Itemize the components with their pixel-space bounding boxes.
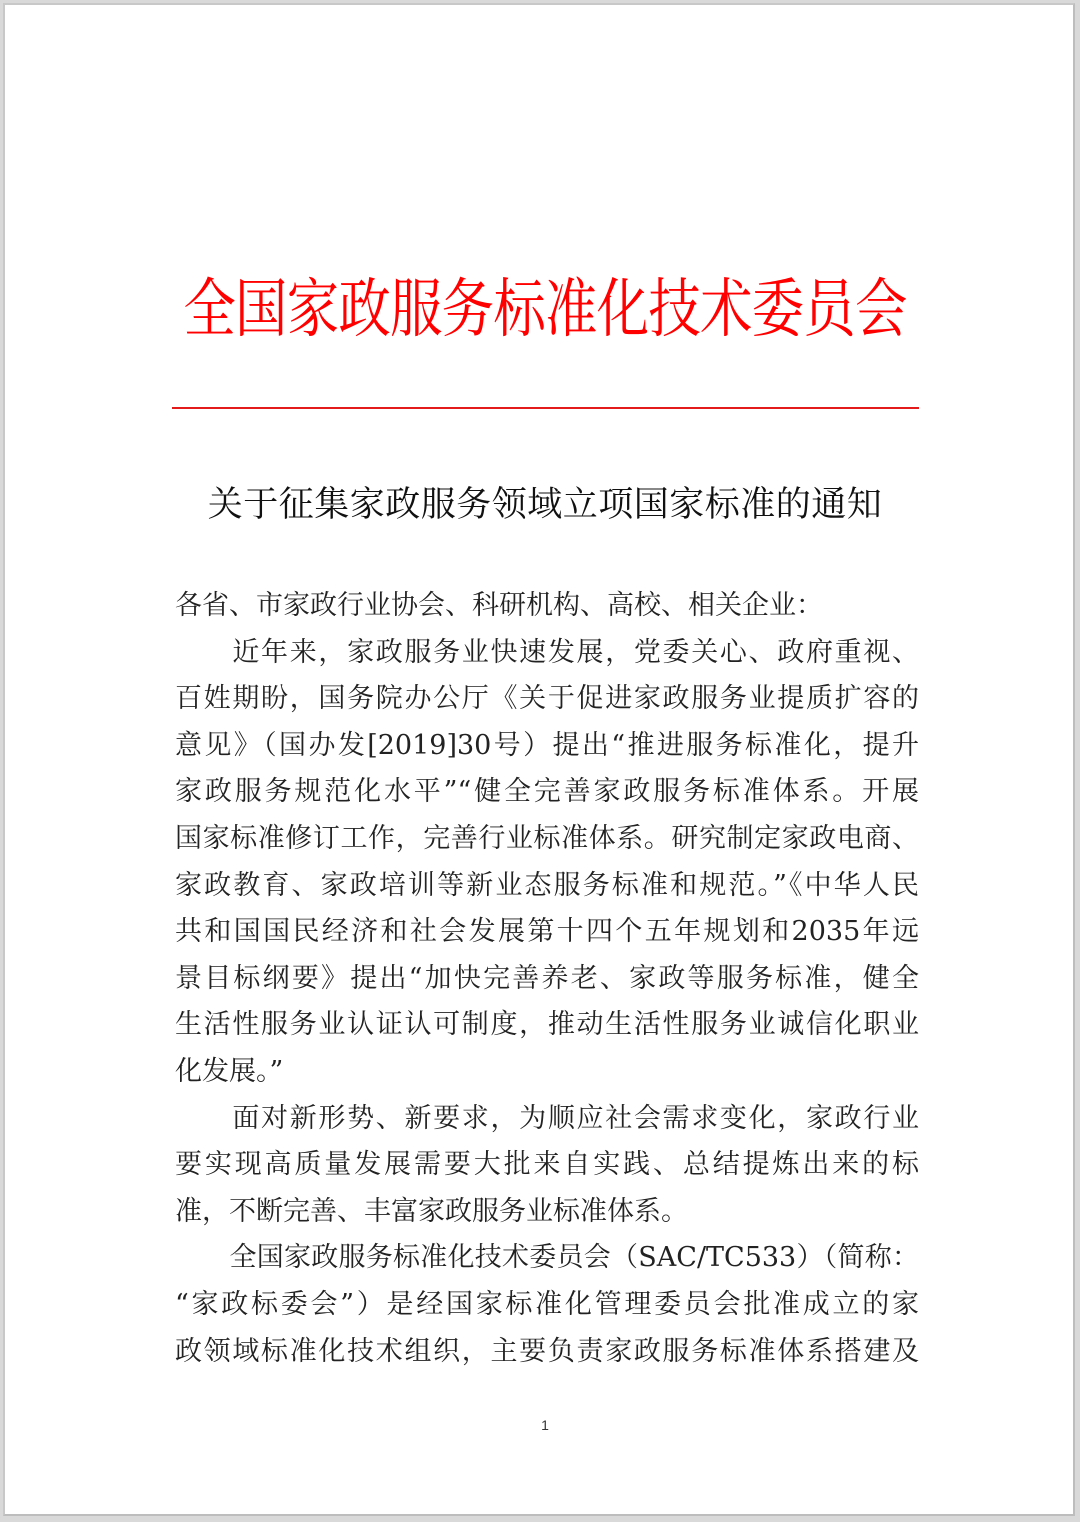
salutation: 各省、市家政行业协会、科研机构、高校、相关企业： xyxy=(175,590,823,621)
body-line: 共和国国民经济和社会发展第十四个五年规划和2035年远 xyxy=(175,916,919,948)
page-number: 1 xyxy=(541,1417,549,1433)
body-line: 近年来，家政服务业快速发展，党委关心、政府重视、 xyxy=(175,636,919,668)
body-line: 意见》（国办发[2019]30号）提出“推进服务标准化，提升 xyxy=(175,729,919,761)
letterhead-organization: 全国家政服务标准化技术委员会 xyxy=(183,273,907,347)
body-line: 家政服务规范化水平”“健全完善家政服务标准体系。开展 xyxy=(175,776,919,808)
document-title: 关于征集家政服务领域立项国家标准的通知 xyxy=(207,485,883,525)
body-line: 面对新形势、新要求，为顺应社会需求变化，家政行业 xyxy=(175,1102,919,1134)
body-line: “家政标委会”）是经国家标准化管理委员会批准成立的家 xyxy=(175,1288,919,1320)
body-line: 国家标准修订工作，完善行业标准体系。研究制定家政电商、 xyxy=(175,822,919,854)
body-line: 全国家政服务标准化技术委员会（SAC/TC533）（简称： xyxy=(175,1242,919,1274)
body-line: 政领域标准化技术组织，主要负责家政服务标准体系搭建及 xyxy=(175,1335,919,1367)
body-line: 化发展。” xyxy=(175,1055,284,1087)
body-line: 景目标纲要》提出“加快完善养老、家政等服务标准，健全 xyxy=(175,962,919,994)
body-line: 准，不断完善、丰富家政服务业标准体系。 xyxy=(175,1195,688,1227)
body-line: 要实现高质量发展需要大批来自实践、总结提炼出来的标 xyxy=(175,1149,919,1181)
body-line: 家政教育、家政培训等新业态服务标准和规范。”《中华人民 xyxy=(175,869,919,901)
document-page xyxy=(3,3,1075,1516)
body-line: 生活性服务业认证认可制度，推动生活性服务业诚信化职业 xyxy=(175,1009,919,1041)
letterhead-divider xyxy=(172,407,919,409)
body-line: 百姓期盼，国务院办公厅《关于促进家政服务业提质扩容的 xyxy=(175,683,919,715)
document-body xyxy=(175,583,919,1375)
